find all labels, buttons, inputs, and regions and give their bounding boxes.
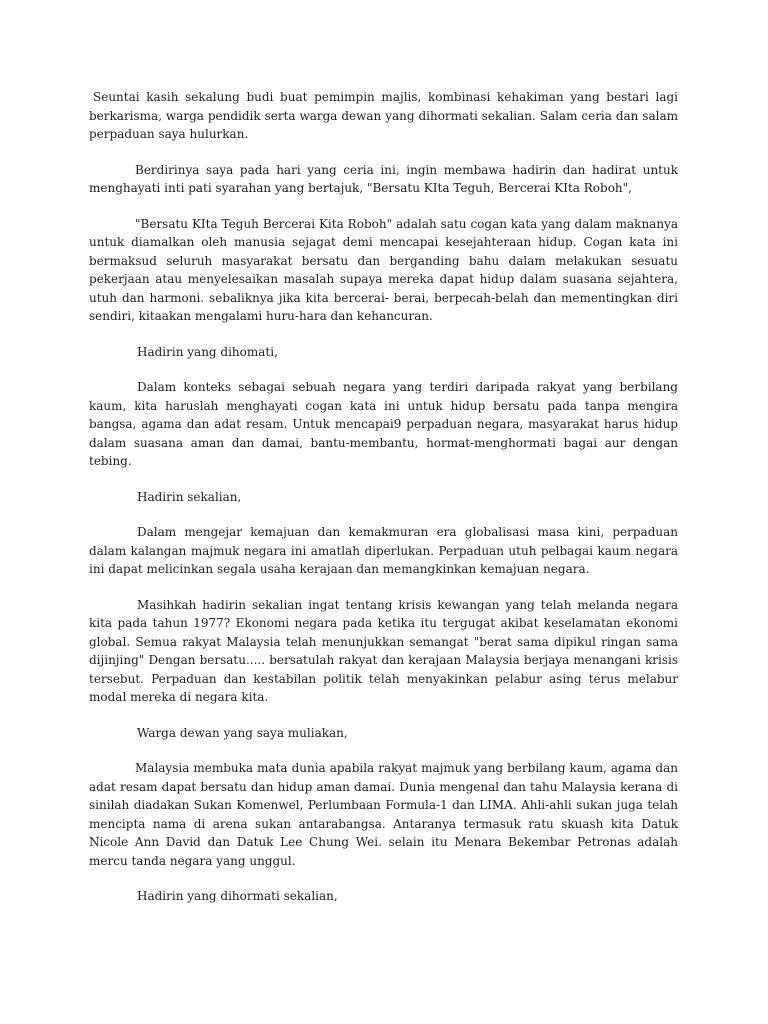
paragraph-progress: Dalam mengejar kemajuan dan kemakmuran era globalisasi masa kini, perpaduan dalam kalangan majmuk negara ini amatlah diperlukan. Perpaduan utuh pelbagai kaum negara ini dapat melicinkan segala usaha kerajaan dan memangkinkan kemajuan negara. — [89, 525, 678, 576]
salutation-line: Hadirin sekalian, — [137, 489, 242, 504]
paragraph-national-context: Dalam konteks sebagai sebuah negara yang terdiri daripada rakyat yang berbilang kaum, kita haruslah menghayati cogan kata ini untuk hidup bersatu pada tanpa mengira bangsa, agama dan adat resam. Untuk mencapai9 perpaduan negara, masyarakat harus hidup dalam suasana aman dan damai, bantu-membantu, hormat-menghormati bagai aur dengan tebing. — [89, 380, 678, 468]
paragraph-motto-meaning: "Bersatu KIta Teguh Bercerai Kita Roboh" adalah satu cogan kata yang dalam maknanya untuk diamalkan oleh manusia sejagat demi mencapai kesejahteraan hidup. Cogan kata ini bermaksud seluruh masyarakat bersatu dan berganding bahu dalam melakukan sesuatu pekerjaan atau menyelesaikan masalah supaya mereka dapat hidup dalam suasana sejahtera, utuh dan harmoni. sebaliknya jika kita bercerai- berai, berpecah-belah dan mementingkan diri sendiri, kitaakan mengalami huru-hara dan kehancuran. — [89, 216, 678, 323]
salutation-line: Warga dewan yang saya muliakan, — [137, 725, 348, 740]
salutation-line: Hadirin yang dihomati, — [137, 344, 278, 359]
paragraph-financial-crisis: Masihkah hadirin sekalian ingat tentang krisis kewangan yang telah melanda negara kita pada tahun 1977? Ekonomi negara pada ketika itu tergugat akibat keselamatan ekonomi global. Semua rakyat Malaysia telah menunjukkan semangat "berat sama dipikul ringan sama dijinjing" Dengan bersatu..... bersatulah rakyat dan kerajaan Malaysia berjaya menangani krisis tersebut. Perpaduan dan kestabilan politik telah menyakinkan pelabur asing terus melabur modal mereka di negara kita. — [89, 597, 678, 704]
document-body — [89, 88, 678, 923]
paragraph-greeting: Seuntai kasih sekalung budi buat pemimpin majlis, kombinasi kehakiman yang bestari lagi berkarisma, warga pendidik serta warga dewan yang dihormati sekalian. Salam ceria dan salam perpaduan saya hulurkan. — [89, 90, 678, 141]
paragraph-introduction: Berdirinya saya pada hari yang ceria ini, ingin membawa hadirin dan hadirat untuk menghayati inti pati syarahan yang bertajuk, "Bersatu KIta Teguh, Bercerai KIta Roboh", — [89, 162, 678, 195]
salutation-line: Hadirin yang dihormati sekalian, — [137, 889, 338, 903]
paragraph-malaysia-achievements: Malaysia membuka mata dunia apabila rakyat majmuk yang berbilang kaum, agama dan adat resam dapat bersatu dan hidup aman damai. Dunia mengenal dan tahu Malaysia kerana di sinilah diadakan Sukan Komenwel, Perlumbaan Formula-1 dan LIMA. Ahli-ahli sukan juga telah mencipta nama di arena sukan antarabangsa. Antaranya termasuk ratu skuash kita Datuk Nicole Ann David dan Datuk Lee Chung Wei. selain itu Menara Bekembar Petronas adalah mercu tanda negara yang unggul. — [89, 761, 678, 868]
